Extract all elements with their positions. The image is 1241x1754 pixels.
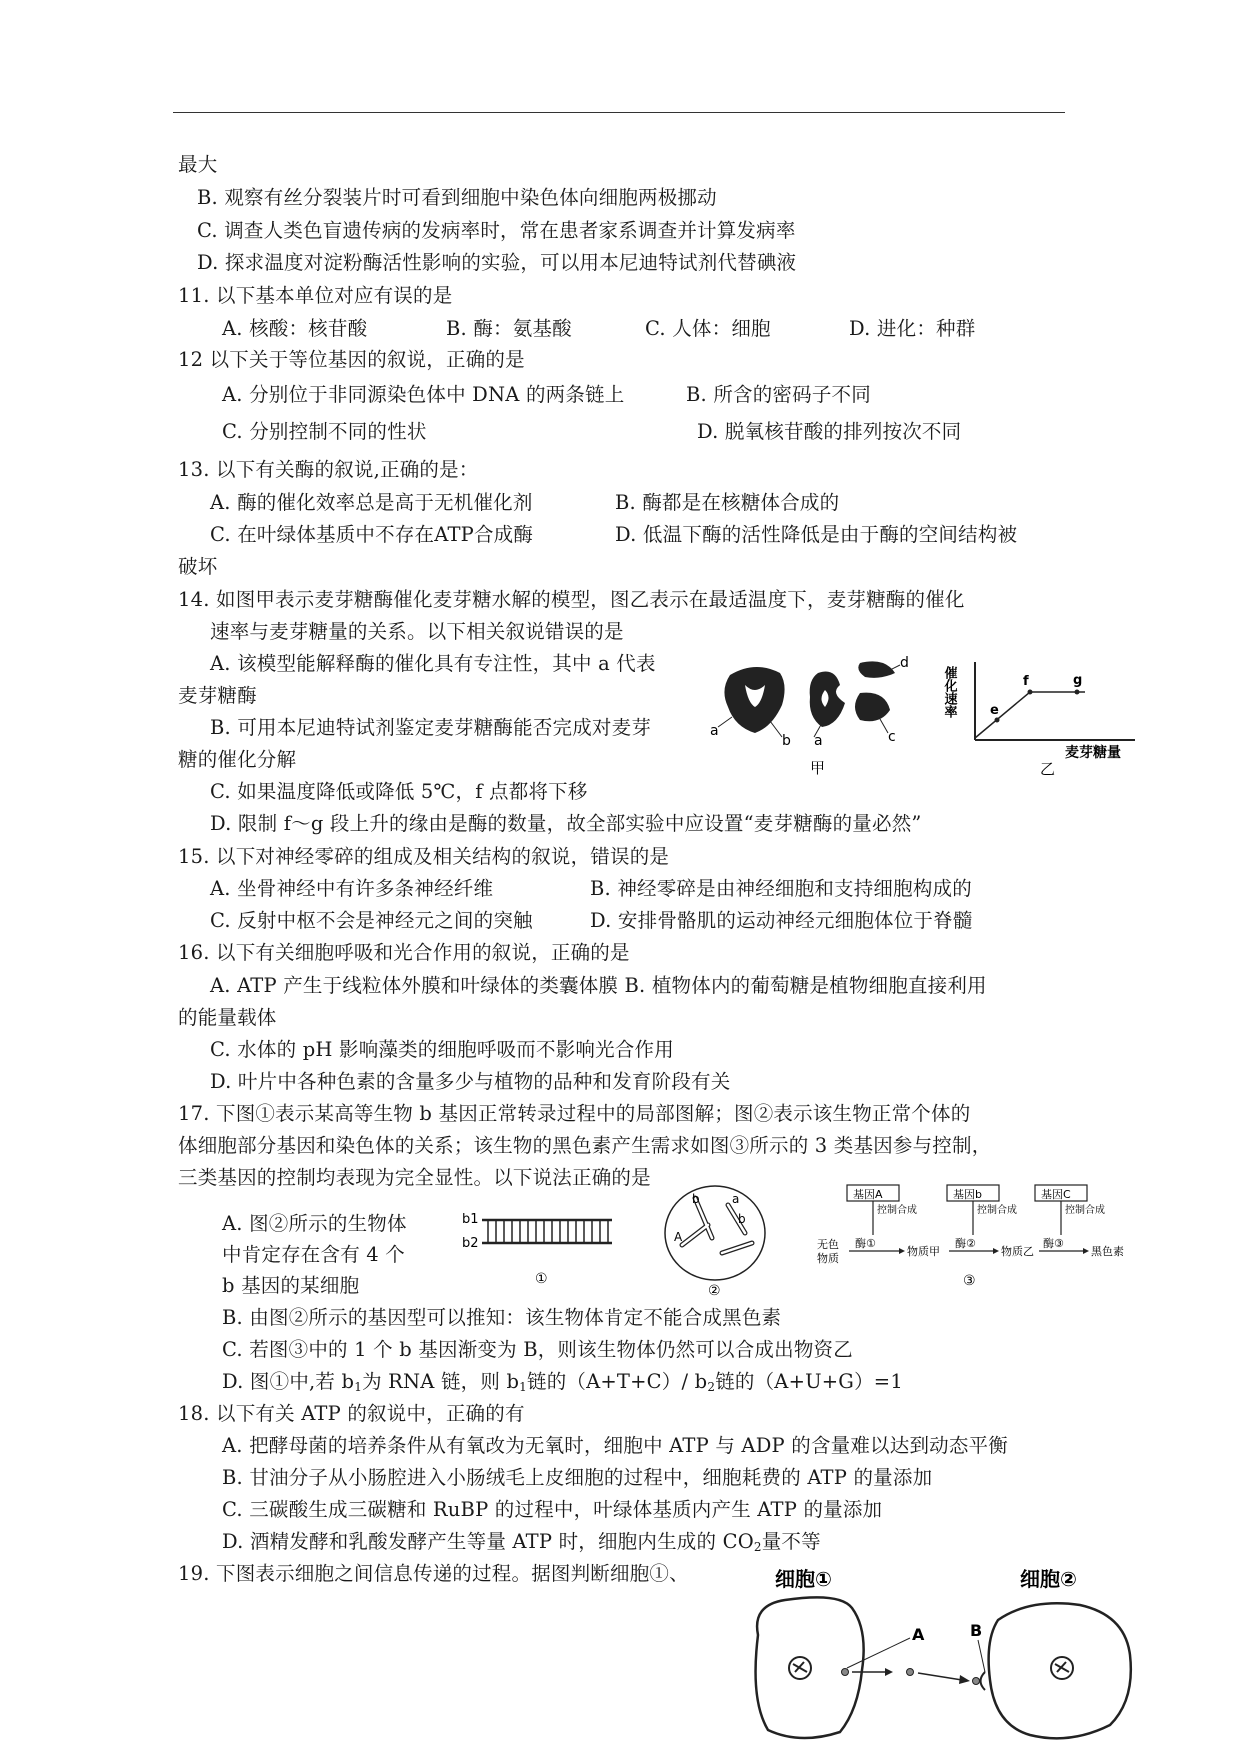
option-a: A. ATP 产生于线粒体外膜和叶绿体的类囊体膜 B. 植物体内的葡萄糖是植物细胞直接利用 [210,974,987,997]
gene-b-label: 基因b [953,1188,982,1201]
control-label: 控制合成 [1065,1205,1105,1216]
cell-chromosome-figure [660,1183,780,1298]
caption-3: ③ [963,1273,976,1289]
text-line: C. 调查人类色盲遗传病的发病率时，常在患者家系调查并计算发病率 [197,219,796,242]
rate-graph-figure [941,650,1145,780]
control-label: 控制合成 [877,1205,917,1216]
label-d: d [900,655,909,671]
melanin-pathway-figure [815,1183,1145,1298]
option-d: D. 脱氧核苷酸的排列按次不同 [697,420,962,443]
option-c: C. 分别控制不同的性状 [222,420,427,443]
caption-yi: 乙 [1040,760,1056,778]
control-label: 控制合成 [977,1205,1017,1216]
signal-molecule [973,1678,980,1685]
question-12: 12 以下关于等位基因的叙说，正确的是 [178,348,525,371]
option-a: A. 该模型能解释酶的催化具有专注性，其中 a 代表 [210,652,656,675]
cell-1-label: 细胞① [775,1567,832,1591]
label-b: b [782,733,791,749]
text-line: 的能量载体 [178,1006,277,1029]
colorless-label: 无色 [817,1238,839,1251]
text-line: 破坏 [178,555,218,578]
text-line: D. 探求温度对淀粉酶活性影响的实验，可以用本尼迪特试剂代替碘液 [197,251,797,274]
option-a: A. 酶的催化效率总是高于无机催化剂 [210,491,533,514]
text-line: 三类基因的控制均表现为完全显性。以下说法正确的是 [178,1166,651,1189]
enzyme-a-shape [724,667,784,733]
gene-a-label: 基因A [853,1188,883,1201]
question-19: 19. 下图表示细胞之间信息传递的过程。据图判断细胞①、 [178,1562,689,1585]
text-line: 中肯定存在含有 4 个 [222,1243,406,1266]
option-a: A. 图②所示的生物体 [222,1212,407,1235]
text-line: 速率与麦芽糖量的关系。以下相关叙说错误的是 [210,620,624,643]
point-g [1075,690,1080,695]
label-a: A [912,1625,925,1644]
question-16: 16. 以下有关细胞呼吸和光合作用的叙说，正确的是 [178,941,630,964]
option-a: A. 把酵母菌的培养条件从有氧改为无氧时，细胞中 ATP 与 ADP 的含量难以达到动态平衡 [222,1434,1008,1457]
text-line: b 基因的某细胞 [222,1274,360,1297]
receptor [981,1672,986,1690]
option-c: C. 如果温度降低或降低 5℃，f 点都将下移 [210,780,588,803]
option-d: D. 限制 f～g 段上升的缘由是酶的数量，故全部实验中应设置“麦芽糖酶的量必然” [210,812,922,835]
text-line: B. 观察有丝分裂装片时可看到细胞中染色体向细胞两极挪动 [197,186,717,209]
enzyme-model-figure [710,655,940,780]
question-17: 17. 下图①表示某高等生物 b 基因正常转录过程中的局部图解；图②表示该生物正常个体的 [178,1102,971,1125]
enzyme-products-shape [810,661,895,727]
text-line: 体细胞部分基因和染色体的关系；该生物的黑色素产生需求如图③所示的 3 类基因参与控制， [178,1134,992,1157]
base-pairs [488,1221,608,1242]
substance-b-label: 物质乙 [1001,1245,1034,1258]
option-c: C. 在叶绿体基质中不存在ATP合成酶 [210,523,534,546]
enzyme-3-label: 酶③ [1043,1237,1064,1250]
option-a: A. 坐骨神经中有许多条神经纤维 [210,877,494,900]
point-e [995,718,1000,723]
option-b: B. 所含的密码子不同 [686,383,871,406]
option-d: D. 低温下酶的活性降低是由于酶的空间结构被 [615,523,1018,546]
option-d: D. 酒精发酵和乳酸发酵产生等量 ATP 时，细胞内生成的 $CO_2$量不等 [222,1530,821,1554]
substance-a-label: 物质甲 [907,1245,940,1258]
option-b: B. 酶都是在核糖体合成的 [615,491,840,514]
x-axis-label: 麦芽糖量 [1065,745,1121,761]
option-b: B. 甘油分子从小肠腔进入小肠绒毛上皮细胞的过程中，细胞耗费的 ATP 的量添加 [222,1466,933,1489]
label-f: f [1023,674,1029,689]
melanin-label: 黑色素 [1091,1245,1124,1258]
cell-signaling-figure [740,1560,1150,1750]
option-b: B. 神经零碎是由神经细胞和支持细胞构成的 [590,877,972,900]
label-a: a [710,723,719,739]
question-14: 14. 如图甲表示麦芽糖酶催化麦芽糖水解的模型，图乙表示在最适温度下，麦芽糖酶的催化 [178,588,965,611]
question-18: 18. 以下有关 ATP 的叙说中，正确的有 [178,1402,525,1425]
gene-label: b [692,1192,700,1206]
option-d: D. 图①中,若 $b_1$为 RNA 链，则 $b_1$链的（A+T+C）/ $b_2$链的（A+U+G）=1 [222,1370,903,1394]
point-f [1028,690,1033,695]
cell-2-label: 细胞② [1020,1567,1077,1591]
text-line: 最大 [178,153,218,176]
y-axis-label: 催化速率 [941,666,957,718]
option-b: B. 可用本尼迪特试剂鉴定麦芽糖酶能否完成对麦芽 [210,716,652,739]
caption-1: ① [535,1271,548,1287]
label-c: c [888,729,896,745]
header-rule [173,112,1065,113]
option-d: D. 叶片中各种色素的含量多少与植物的品种和发育阶段有关 [210,1070,731,1093]
option-b: B. 由图②所示的基因型可以推知：该生物体肯定不能合成黑色素 [222,1306,782,1329]
caption-jia: 甲 [810,759,826,777]
label-e: e [990,703,999,718]
gene-label: A [674,1230,683,1244]
question-13: 13. 以下有关酶的叙说,正确的是： [178,458,479,481]
label-b1: b1 [462,1212,479,1227]
label-a: a [814,733,823,749]
gene-label: b [738,1212,746,1226]
enzyme-1-label: 酶① [855,1237,876,1250]
colorless-label: 物质 [817,1252,839,1265]
dna-ladder-figure [460,1205,620,1295]
option-a: A. 分别位于非同源染色体中 DNA 的两条链上 [222,383,625,406]
option-c: C. 人体：细胞 [645,317,771,340]
cell-2-outline [989,1603,1131,1738]
label-b: B [970,1621,983,1640]
caption-2: ② [708,1283,721,1299]
enzyme-2-label: 酶② [955,1237,976,1250]
question-15: 15. 以下对神经零碎的组成及相关结构的叙说，错误的是 [178,845,670,868]
gene-label: a [732,1192,740,1206]
option-c: C. 若图③中的 1 个 b 基因渐变为 B，则该生物体仍然可以合成出物资乙 [222,1338,853,1361]
question-11: 11. 以下基本单位对应有误的是 [178,284,453,307]
text-line: 糖的催化分解 [178,748,297,771]
option-c: C. 三碳酸生成三碳糖和 RuBP 的过程中，叶绿体基质内产生 ATP 的量添加 [222,1498,883,1521]
label-g: g [1073,673,1083,688]
option-b: B. 酶：氨基酸 [446,317,572,340]
signal-molecule [907,1669,914,1676]
option-c: C. 反射中枢不会是神经元之间的突触 [210,909,533,932]
signal-molecule [842,1669,849,1676]
option-c: C. 水体的 pH 影响藻类的细胞呼吸而不影响光合作用 [210,1038,674,1061]
label-b2: b2 [462,1236,479,1251]
option-a: A. 核酸：核苷酸 [222,317,368,340]
text-line: 麦芽糖酶 [178,684,257,707]
option-d: D. 进化：种群 [849,317,976,340]
option-d: D. 安排骨骼肌的运动神经元细胞体位于脊髓 [590,909,973,932]
gene-c-label: 基因C [1041,1188,1071,1201]
